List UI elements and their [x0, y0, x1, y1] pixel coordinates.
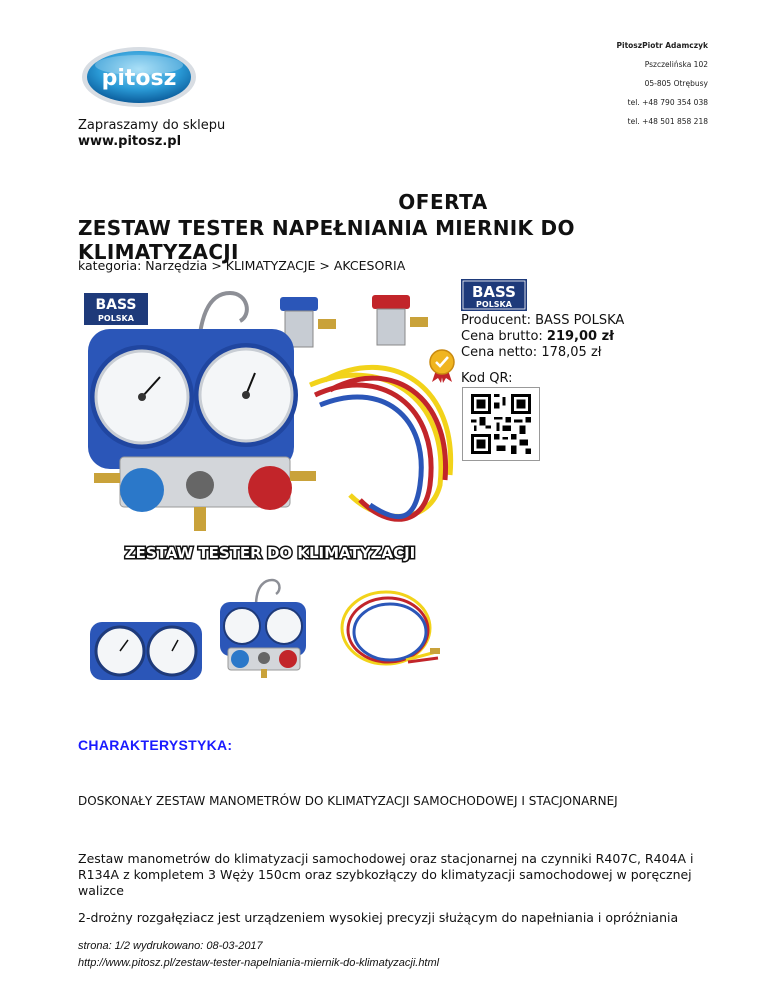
svg-text:BASS: BASS — [472, 283, 516, 301]
company-city: 05-805 Otrębusy — [644, 79, 708, 88]
bass-polska-badge — [461, 279, 527, 311]
company-address — [617, 36, 709, 131]
product-details — [461, 313, 624, 361]
qr-code-label: Kod QR: — [461, 371, 513, 386]
producer-value: BASS POLSKA — [535, 313, 625, 328]
page-footer — [78, 938, 439, 972]
category-breadcrumb: kategoria: Narzędzia > KLIMATYZACJE > AKCESORIA — [78, 258, 406, 273]
shop-url[interactable]: www.pitosz.pl — [78, 134, 182, 149]
characteristics-headline: DOSKONAŁY ZESTAW MANOMETRÓW DO KLIMATYZACJI SAMOCHODOWEJ I STACJONARNEJ — [78, 794, 618, 808]
company-phone-1: tel. +48 790 354 038 — [627, 98, 708, 107]
logo-text: pitosz — [101, 66, 177, 91]
award-medal-icon — [428, 348, 456, 384]
description-paragraph: Zestaw manometrów do klimatyzacji samochodowej oraz stacjonarnej na czynniki R407C, R404A i R134A z kompletem 3 Węży 150cm oraz szybkozłączy do klimatyzacji samochodowej w poręcznej walizce — [78, 851, 694, 898]
product-title: ZESTAW TESTER NAPEŁNIANIA MIERNIK DO KLIMATYZACJI — [78, 216, 575, 264]
company-street: Pszczelińska 102 — [644, 60, 708, 69]
offer-heading-block — [78, 190, 748, 264]
gross-price-label: Cena brutto: — [461, 329, 543, 344]
coupler-red — [372, 295, 428, 345]
welcome-block — [78, 118, 225, 150]
qr-code-box — [462, 387, 540, 461]
net-price-label: Cena netto: — [461, 345, 538, 360]
producer-row — [461, 313, 624, 329]
thumbnail-hoses[interactable] — [336, 580, 440, 680]
bass-badge-small — [84, 293, 148, 325]
offer-heading: OFERTA — [398, 190, 488, 214]
qr-code-icon — [471, 394, 531, 454]
thumbnail-manifold[interactable] — [218, 578, 310, 678]
svg-text:ZESTAW TESTER DO KLIMATYZACJI: ZESTAW TESTER DO KLIMATYZACJI — [124, 544, 416, 562]
description-paragraph-2: 2-drożny rozgałęziacz jest urządzeniem wysokiej precyzji służącym do napełniania i opróżniania — [78, 910, 679, 925]
producer-label: Producent: — [461, 313, 531, 328]
product-main-image — [80, 285, 460, 565]
footer-link[interactable]: http://www.pitosz.pl/zestaw-tester-napelniania-miernik-do-klimatyzacji.html — [78, 957, 440, 969]
thumbnail-gauges[interactable] — [88, 620, 204, 682]
company-phone-2: tel. +48 501 858 218 — [627, 117, 708, 126]
pitosz-logo — [80, 45, 198, 109]
footer-page-info: strona: 1/2 wydrukowano: 08-03-2017 — [78, 940, 263, 952]
net-price-value: 178,05 zł — [541, 345, 602, 360]
svg-text:BASS: BASS — [95, 297, 137, 313]
product-banner — [80, 541, 460, 563]
svg-text:POLSKA: POLSKA — [98, 314, 134, 323]
net-price-row — [461, 345, 624, 361]
svg-text:POLSKA: POLSKA — [476, 300, 512, 309]
gross-price-value: 219,00 zł — [546, 329, 615, 344]
gross-price-row — [461, 329, 624, 345]
characteristics-heading: CHARAKTERYSTYKA: — [78, 737, 233, 753]
welcome-line: Zapraszamy do sklepu — [78, 118, 226, 133]
company-name: PitoszPiotr Adamczyk — [616, 41, 708, 50]
